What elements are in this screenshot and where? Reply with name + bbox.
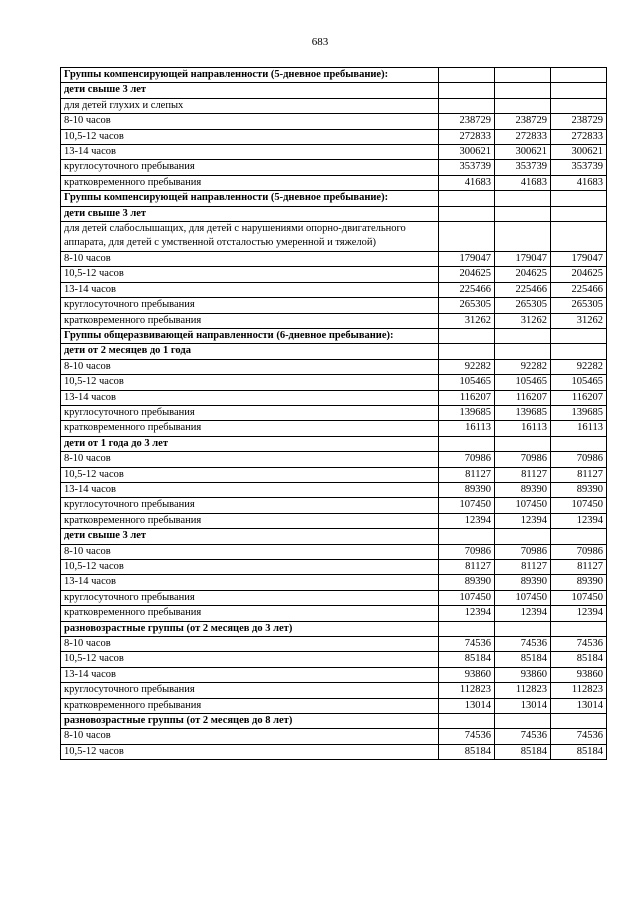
section-header-row — [61, 191, 607, 206]
value-cell: 238729 — [439, 114, 495, 129]
row-label: 10,5-12 часов — [61, 467, 439, 482]
value-cell — [551, 529, 607, 544]
value-cell: 107450 — [551, 498, 607, 513]
section-label: Группы компенсирующей направленности (5-дневное пребывание): — [61, 191, 439, 206]
value-cell: 238729 — [551, 114, 607, 129]
value-cell: 265305 — [551, 298, 607, 313]
table-row — [61, 637, 607, 652]
value-cell — [495, 529, 551, 544]
value-cell — [495, 714, 551, 729]
value-cell: 81127 — [495, 560, 551, 575]
value-cell: 225466 — [439, 282, 495, 297]
table-row — [61, 729, 607, 744]
table-row — [61, 744, 607, 759]
value-cell — [439, 206, 495, 221]
value-cell — [495, 98, 551, 113]
table-row — [61, 114, 607, 129]
value-cell — [551, 68, 607, 83]
value-cell: 272833 — [551, 129, 607, 144]
value-cell: 107450 — [439, 498, 495, 513]
value-cell — [551, 98, 607, 113]
value-cell: 85184 — [551, 652, 607, 667]
section-header-row — [61, 83, 607, 98]
table-row — [61, 313, 607, 328]
value-cell: 13014 — [551, 698, 607, 713]
value-cell: 74536 — [495, 729, 551, 744]
value-cell — [439, 328, 495, 343]
value-cell: 85184 — [439, 744, 495, 759]
table-row — [61, 375, 607, 390]
value-cell: 93860 — [495, 667, 551, 682]
table-row — [61, 498, 607, 513]
table-row — [61, 421, 607, 436]
value-cell: 70986 — [551, 544, 607, 559]
value-cell: 41683 — [439, 175, 495, 190]
value-cell: 238729 — [495, 114, 551, 129]
table-row — [61, 560, 607, 575]
table-row — [61, 467, 607, 482]
value-cell: 225466 — [551, 282, 607, 297]
value-cell: 92282 — [439, 359, 495, 374]
value-cell — [495, 436, 551, 451]
table-row — [61, 405, 607, 420]
row-label: круглосуточного пребывания — [61, 498, 439, 513]
value-cell: 179047 — [551, 251, 607, 266]
section-header-row — [61, 529, 607, 544]
value-cell: 139685 — [551, 405, 607, 420]
value-cell: 353739 — [439, 160, 495, 175]
section-label: дети свыше 3 лет — [61, 206, 439, 221]
value-cell: 107450 — [495, 590, 551, 605]
table-row — [61, 575, 607, 590]
value-cell: 74536 — [439, 729, 495, 744]
value-cell: 12394 — [439, 513, 495, 528]
row-label: 8-10 часов — [61, 359, 439, 374]
table-row — [61, 145, 607, 160]
page-number: 683 — [311, 36, 329, 48]
value-cell: 272833 — [439, 129, 495, 144]
value-cell — [439, 83, 495, 98]
section-header-row — [61, 344, 607, 359]
value-cell — [439, 344, 495, 359]
value-cell: 116207 — [439, 390, 495, 405]
section-label: разновозрастные группы (от 2 месяцев до 8 лет) — [61, 714, 439, 729]
value-cell — [551, 206, 607, 221]
row-label: 13-14 часов — [61, 482, 439, 497]
section-header-row — [61, 98, 607, 113]
value-cell: 31262 — [551, 313, 607, 328]
section-header-row — [61, 328, 607, 343]
value-cell — [439, 222, 495, 252]
value-cell: 74536 — [495, 637, 551, 652]
value-cell: 204625 — [495, 267, 551, 282]
value-cell: 74536 — [551, 729, 607, 744]
value-cell: 81127 — [439, 467, 495, 482]
row-label: 13-14 часов — [61, 145, 439, 160]
row-label: кратковременного пребывания — [61, 698, 439, 713]
value-cell: 179047 — [495, 251, 551, 266]
table-row — [61, 359, 607, 374]
value-cell — [551, 191, 607, 206]
value-cell — [551, 328, 607, 343]
table-row — [61, 513, 607, 528]
value-cell — [495, 328, 551, 343]
section-label: Группы компенсирующей направленности (5-дневное пребывание): — [61, 68, 439, 83]
value-cell: 89390 — [439, 575, 495, 590]
value-cell: 353739 — [495, 160, 551, 175]
value-cell: 204625 — [551, 267, 607, 282]
section-label: Группы общеразвивающей направленности (6-дневное пребывание): — [61, 328, 439, 343]
row-label: 8-10 часов — [61, 114, 439, 129]
row-label: 13-14 часов — [61, 667, 439, 682]
section-label: дети от 1 года до 3 лет — [61, 436, 439, 451]
table-row — [61, 667, 607, 682]
value-cell — [495, 191, 551, 206]
value-cell: 12394 — [495, 513, 551, 528]
value-cell — [439, 714, 495, 729]
row-label: 10,5-12 часов — [61, 652, 439, 667]
value-cell — [439, 191, 495, 206]
row-label: 8-10 часов — [61, 544, 439, 559]
value-cell: 112823 — [551, 683, 607, 698]
value-cell: 85184 — [495, 744, 551, 759]
value-cell: 12394 — [495, 606, 551, 621]
value-cell: 89390 — [551, 482, 607, 497]
value-cell: 81127 — [551, 560, 607, 575]
row-label: кратковременного пребывания — [61, 421, 439, 436]
value-cell: 41683 — [495, 175, 551, 190]
value-cell: 74536 — [551, 637, 607, 652]
value-cell: 74536 — [439, 637, 495, 652]
value-cell: 70986 — [495, 544, 551, 559]
table-row — [61, 298, 607, 313]
value-cell: 85184 — [551, 744, 607, 759]
value-cell: 12394 — [439, 606, 495, 621]
table-row — [61, 267, 607, 282]
section-label: для детей глухих и слепых — [61, 98, 439, 113]
row-label: круглосуточного пребывания — [61, 405, 439, 420]
value-cell: 89390 — [495, 482, 551, 497]
row-label: 13-14 часов — [61, 390, 439, 405]
row-label: круглосуточного пребывания — [61, 683, 439, 698]
value-cell: 139685 — [439, 405, 495, 420]
value-cell: 265305 — [439, 298, 495, 313]
value-cell — [551, 83, 607, 98]
value-cell: 70986 — [439, 544, 495, 559]
value-cell: 16113 — [439, 421, 495, 436]
table-row — [61, 452, 607, 467]
table-row — [61, 129, 607, 144]
row-label: круглосуточного пребывания — [61, 590, 439, 605]
value-cell — [495, 206, 551, 221]
value-cell: 31262 — [439, 313, 495, 328]
value-cell — [439, 98, 495, 113]
table-row — [61, 251, 607, 266]
value-cell: 12394 — [551, 513, 607, 528]
value-cell — [495, 68, 551, 83]
section-header-row — [61, 68, 607, 83]
table-row — [61, 175, 607, 190]
value-cell: 41683 — [551, 175, 607, 190]
value-cell: 92282 — [551, 359, 607, 374]
value-cell: 81127 — [439, 560, 495, 575]
value-cell: 89390 — [495, 575, 551, 590]
value-cell — [495, 344, 551, 359]
value-cell — [439, 436, 495, 451]
value-cell: 12394 — [551, 606, 607, 621]
value-cell: 85184 — [495, 652, 551, 667]
value-cell: 116207 — [495, 390, 551, 405]
section-label: дети свыше 3 лет — [61, 529, 439, 544]
value-cell: 272833 — [495, 129, 551, 144]
value-cell — [495, 222, 551, 252]
value-cell: 16113 — [551, 421, 607, 436]
value-cell: 112823 — [495, 683, 551, 698]
value-cell — [551, 714, 607, 729]
table-row — [61, 482, 607, 497]
row-label: 10,5-12 часов — [61, 744, 439, 759]
value-cell — [439, 529, 495, 544]
value-cell — [439, 621, 495, 636]
value-cell: 139685 — [495, 405, 551, 420]
value-cell: 179047 — [439, 251, 495, 266]
section-header-row — [61, 436, 607, 451]
value-cell — [551, 436, 607, 451]
value-cell: 107450 — [495, 498, 551, 513]
value-cell: 70986 — [439, 452, 495, 467]
value-cell: 105465 — [439, 375, 495, 390]
value-cell: 105465 — [495, 375, 551, 390]
value-cell: 265305 — [495, 298, 551, 313]
section-label: дети от 2 месяцев до 1 года — [61, 344, 439, 359]
value-cell: 81127 — [551, 467, 607, 482]
table-row — [61, 390, 607, 405]
row-label: 8-10 часов — [61, 637, 439, 652]
table-body — [61, 68, 607, 760]
row-label: кратковременного пребывания — [61, 513, 439, 528]
value-cell: 300621 — [551, 145, 607, 160]
section-label: разновозрастные группы (от 2 месяцев до 3 лет) — [61, 621, 439, 636]
value-cell: 105465 — [551, 375, 607, 390]
value-cell: 107450 — [551, 590, 607, 605]
value-cell: 204625 — [439, 267, 495, 282]
value-cell: 353739 — [551, 160, 607, 175]
value-cell: 92282 — [495, 359, 551, 374]
value-cell: 70986 — [551, 452, 607, 467]
section-header-row — [61, 206, 607, 221]
row-label: 8-10 часов — [61, 251, 439, 266]
value-cell — [439, 68, 495, 83]
value-cell: 89390 — [439, 482, 495, 497]
value-cell: 225466 — [495, 282, 551, 297]
table-row — [61, 606, 607, 621]
value-cell: 13014 — [439, 698, 495, 713]
row-label: кратковременного пребывания — [61, 175, 439, 190]
row-label: 10,5-12 часов — [61, 375, 439, 390]
value-cell — [551, 621, 607, 636]
row-label: 10,5-12 часов — [61, 129, 439, 144]
value-cell: 300621 — [495, 145, 551, 160]
value-cell: 107450 — [439, 590, 495, 605]
section-label: для детей слабослышащих, для детей с нарушениями опорно-двигательного аппарата, для детей с умственной отсталостью умеренной и тяжелой) — [61, 222, 439, 252]
row-label: круглосуточного пребывания — [61, 160, 439, 175]
value-cell: 89390 — [551, 575, 607, 590]
value-cell: 93860 — [439, 667, 495, 682]
row-label: 13-14 часов — [61, 282, 439, 297]
section-header-row — [61, 621, 607, 636]
table-row — [61, 282, 607, 297]
value-cell: 85184 — [439, 652, 495, 667]
section-header-row — [61, 222, 607, 252]
value-cell: 70986 — [495, 452, 551, 467]
value-cell: 81127 — [495, 467, 551, 482]
row-label: круглосуточного пребывания — [61, 298, 439, 313]
row-label: 8-10 часов — [61, 729, 439, 744]
table-row — [61, 590, 607, 605]
table-row — [61, 652, 607, 667]
value-cell: 16113 — [495, 421, 551, 436]
section-header-row — [61, 714, 607, 729]
value-cell — [495, 83, 551, 98]
value-cell — [495, 621, 551, 636]
table-row — [61, 698, 607, 713]
value-cell: 300621 — [439, 145, 495, 160]
value-cell — [551, 222, 607, 252]
table-row — [61, 544, 607, 559]
value-cell: 116207 — [551, 390, 607, 405]
value-cell: 112823 — [439, 683, 495, 698]
value-cell: 93860 — [551, 667, 607, 682]
row-label: 10,5-12 часов — [61, 560, 439, 575]
row-label: кратковременного пребывания — [61, 606, 439, 621]
table-row — [61, 160, 607, 175]
row-label: кратковременного пребывания — [61, 313, 439, 328]
price-table — [60, 67, 607, 760]
row-label: 13-14 часов — [61, 575, 439, 590]
section-label: дети свыше 3 лет — [61, 83, 439, 98]
table-row — [61, 683, 607, 698]
row-label: 8-10 часов — [61, 452, 439, 467]
value-cell: 13014 — [495, 698, 551, 713]
value-cell: 31262 — [495, 313, 551, 328]
row-label: 10,5-12 часов — [61, 267, 439, 282]
value-cell — [551, 344, 607, 359]
